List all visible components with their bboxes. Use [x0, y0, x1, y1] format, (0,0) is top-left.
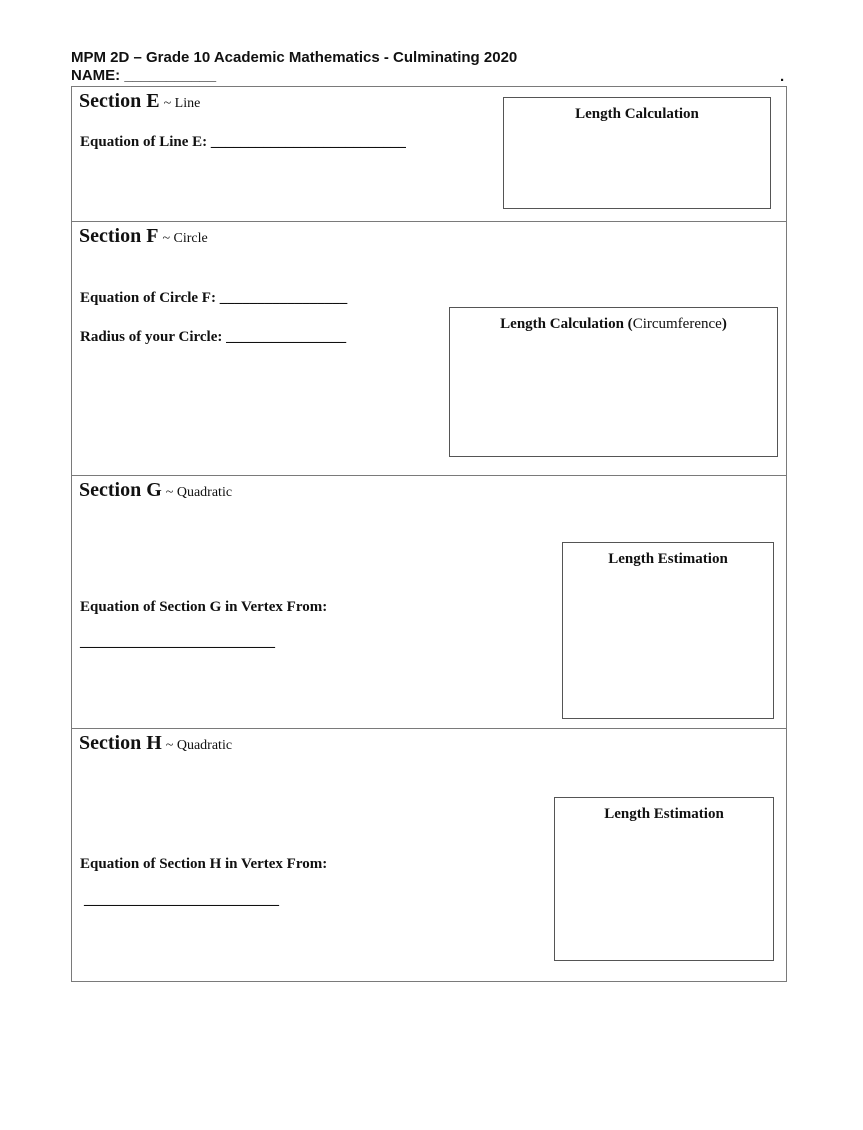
section-f-box-title — [450, 315, 777, 333]
worksheet-table — [71, 86, 787, 982]
section-f-subtitle: ~ Circle — [162, 231, 208, 246]
section-h-box-title: Length Estimation — [604, 806, 724, 822]
corner-mark: . — [780, 68, 785, 85]
section-h-vertex-equation-field[interactable]: __________________________ — [84, 892, 279, 908]
section-g-vertex-equation-field[interactable]: __________________________ — [80, 634, 275, 650]
section-g-vertex-equation-label: Equation of Section G in Vertex From: — [80, 599, 328, 615]
section-e-box-title: Length Calculation — [575, 106, 699, 122]
section-g-subtitle: ~ Quadratic — [165, 485, 233, 500]
section-h-length-estimation-box[interactable] — [554, 797, 774, 961]
section-g-title: Section G — [79, 479, 162, 501]
section-g — [72, 476, 786, 729]
section-e-subtitle: ~ Line — [163, 96, 201, 111]
section-f-title: Section F — [79, 225, 159, 247]
section-f — [72, 222, 786, 476]
section-e-heading — [79, 91, 200, 114]
section-h-title: Section H — [79, 732, 162, 754]
section-e-length-calculation-box[interactable] — [503, 97, 771, 209]
circle-radius-field[interactable]: Radius of your Circle: ________________ — [80, 329, 347, 345]
section-h-heading — [79, 733, 232, 756]
name-line[interactable]: NAME: ___________ — [71, 67, 217, 84]
line-e-equation-field[interactable]: Equation of Line E: __________________________ — [80, 134, 406, 150]
section-e-title: Section E — [79, 90, 160, 112]
section-e — [72, 87, 786, 222]
section-g-box-title: Length Estimation — [608, 551, 728, 567]
section-h — [72, 729, 786, 981]
page-title: MPM 2D – Grade 10 Academic Mathematics - Culminating 2020 — [71, 49, 518, 66]
section-f-heading — [79, 226, 208, 249]
circle-f-equation-field[interactable]: Equation of Circle F: _________________ — [80, 290, 348, 306]
section-h-subtitle: ~ Quadratic — [165, 738, 233, 753]
section-f-length-calculation-box[interactable] — [449, 307, 778, 457]
section-f-box-title-extra: Circumference — [632, 316, 722, 332]
section-f-box-title-end: ) — [721, 316, 727, 332]
section-h-vertex-equation-label: Equation of Section H in Vertex From: — [80, 856, 328, 872]
section-g-heading — [79, 480, 232, 503]
section-g-length-estimation-box[interactable] — [562, 542, 774, 719]
section-f-box-title-main: Length Calculation ( — [500, 316, 633, 332]
